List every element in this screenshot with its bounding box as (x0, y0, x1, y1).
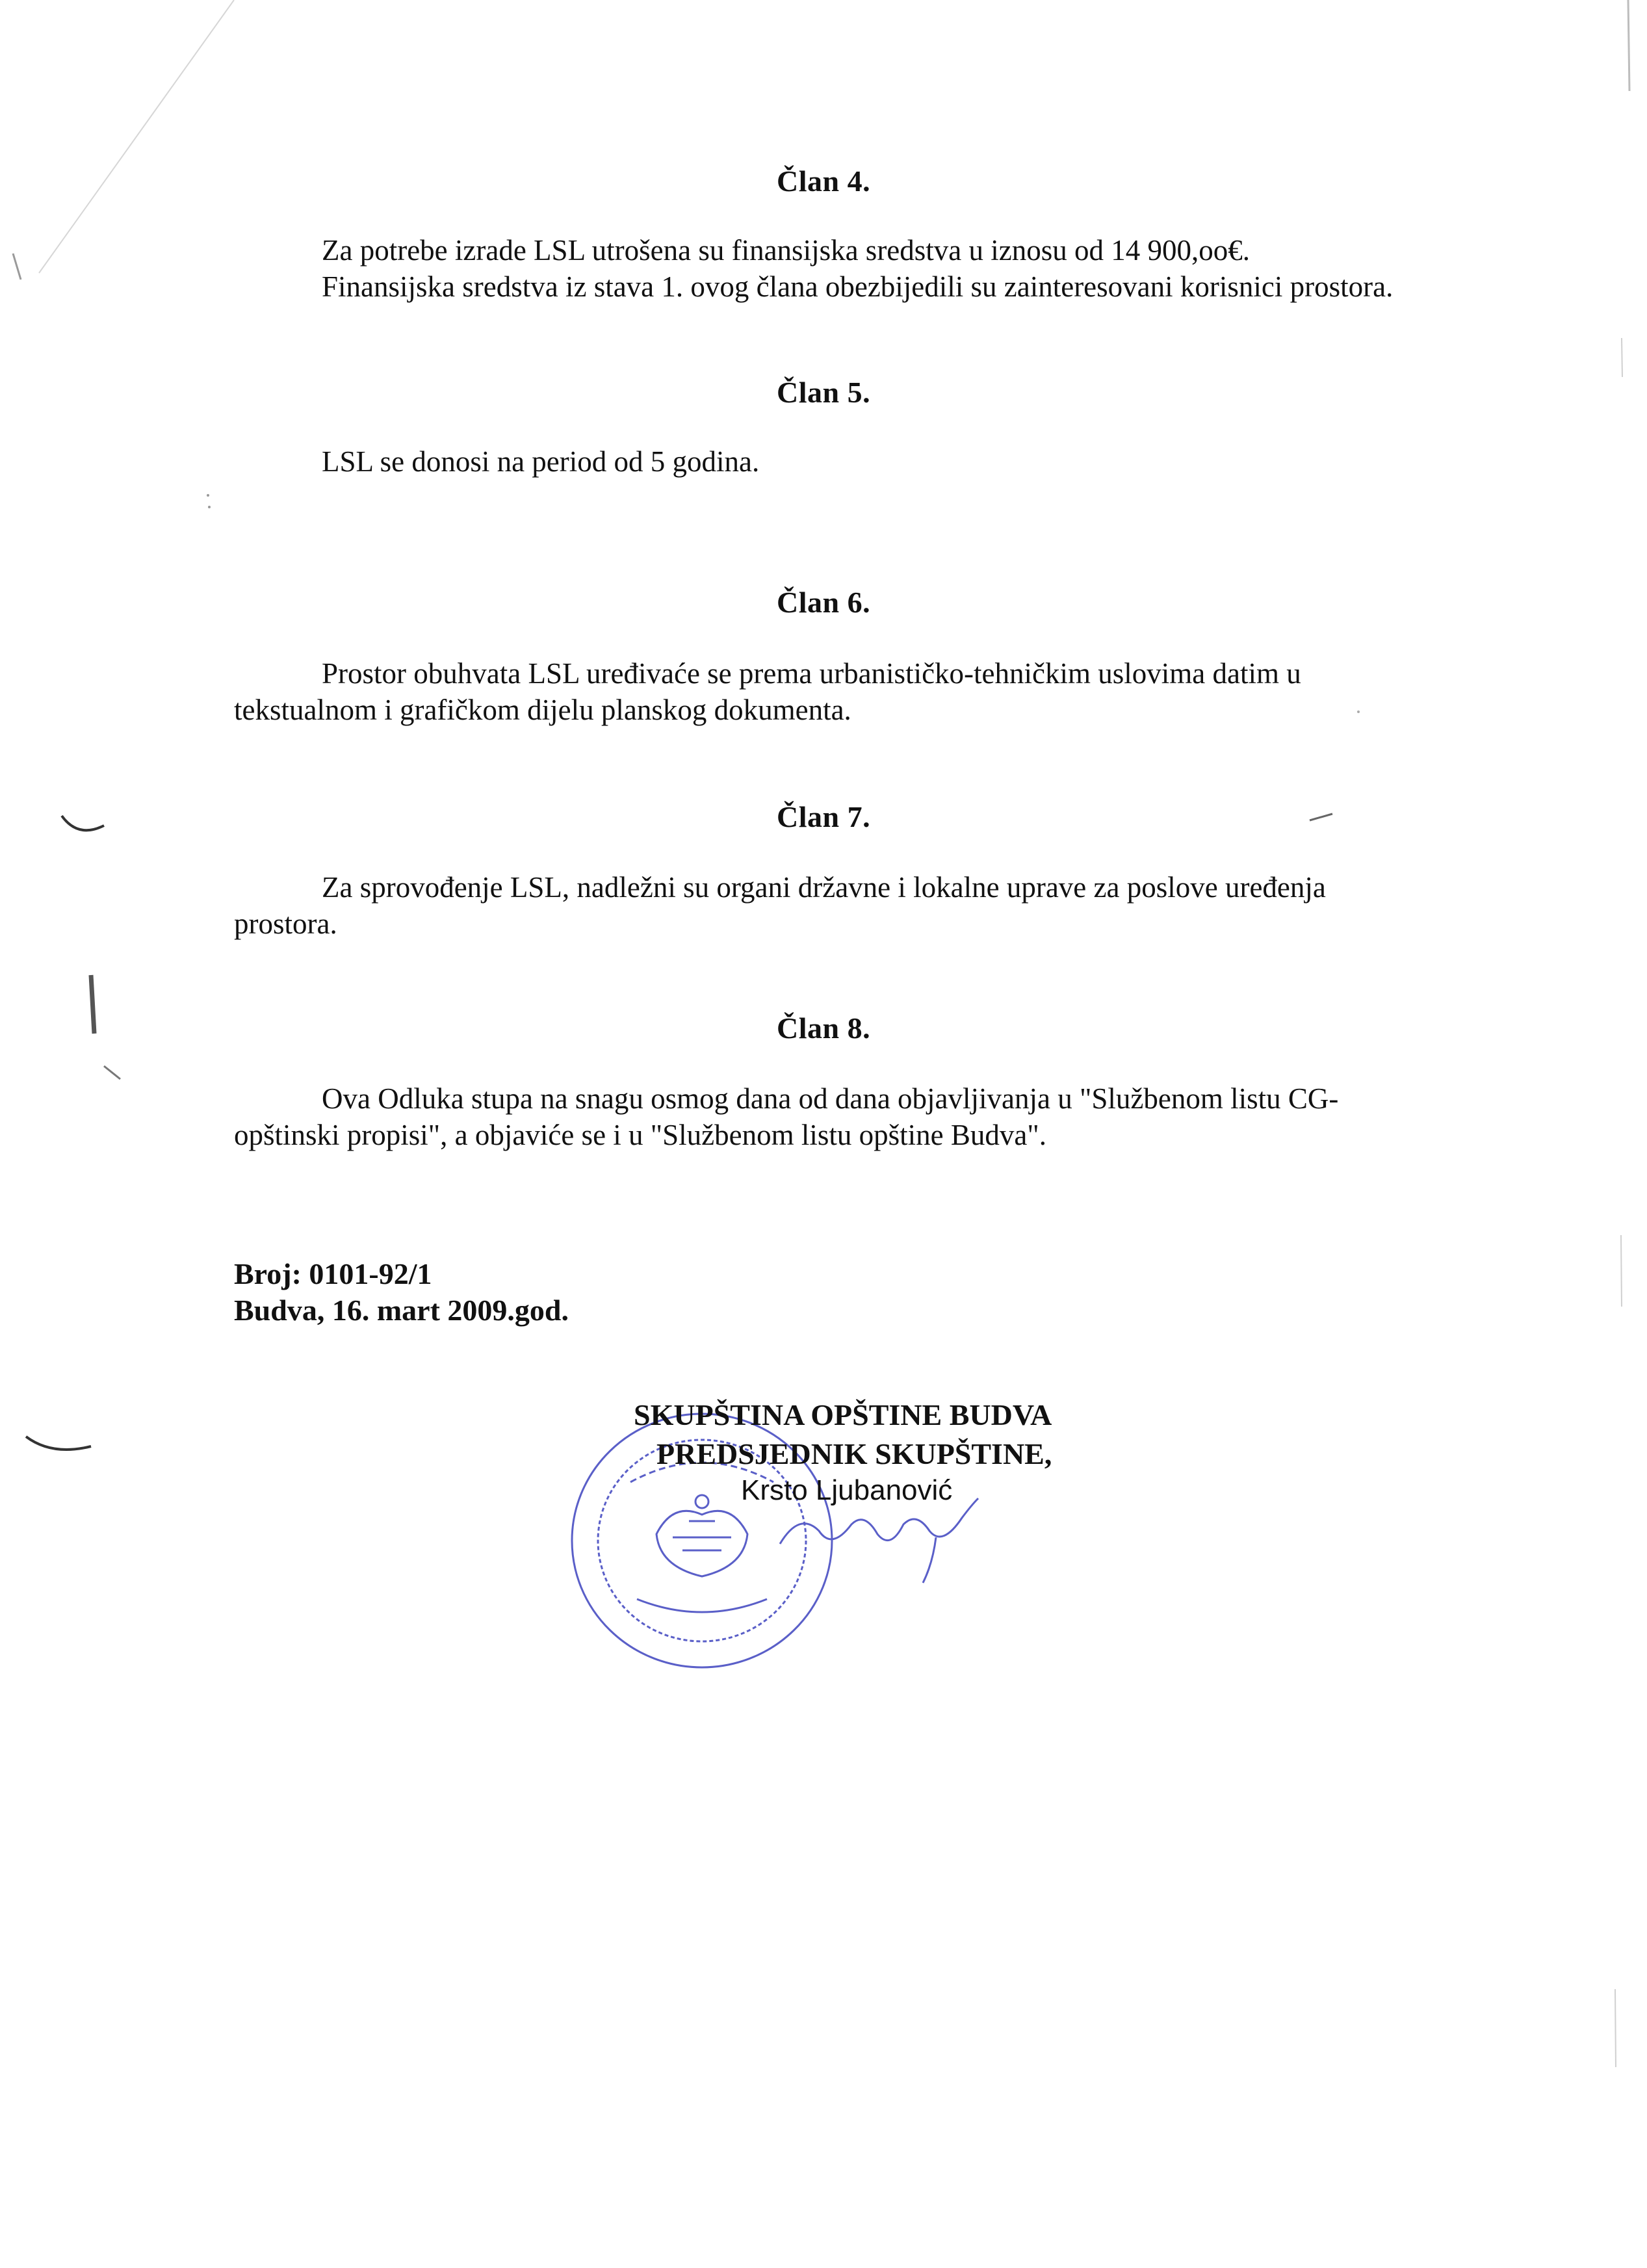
signature-title: PREDSJEDNIK SKUPŠTINE, (656, 1437, 1052, 1470)
text-line: LSL se donosi na period od 5 godina. (322, 445, 760, 478)
document-reference (234, 1256, 569, 1329)
reference-place-date: Budva, 16. mart 2009.god. (234, 1294, 569, 1327)
article-text (234, 655, 1301, 728)
article-heading: Član 7. (777, 800, 871, 833)
text-line: Ova Odluka stupa na snagu osmog dana od dana objavljivanja u "Službenom listu CG- (322, 1082, 1339, 1115)
reference-number: Broj: 0101-92/1 (234, 1257, 432, 1290)
article-heading: Član 6. (777, 586, 871, 619)
text-line: prostora. (234, 907, 337, 940)
article-text (234, 869, 1326, 942)
text-line: Za sprovođenje LSL, nadležni su organi državne i lokalne uprave za poslove uređenja (322, 871, 1326, 904)
article-text (322, 232, 1393, 305)
signatory-name: Krsto Ljubanović (741, 1474, 953, 1506)
text-line: Za potrebe izrade LSL utrošena su finansijska sredstva u iznosu od 14 900,oo€. (322, 234, 1251, 267)
text-line: opštinski propisi", a objaviće se i u "Službenom listu opštine Budva". (234, 1119, 1047, 1151)
text-line: Prostor obuhvata LSL uređivaće se prema urbanističko-tehničkim uslovima datim u (322, 657, 1301, 690)
text-line: tekstualnom i grafičkom dijelu planskog dokumenta. (234, 694, 851, 726)
signature-organization: SKUPŠTINA OPŠTINE BUDVA (634, 1398, 1052, 1431)
article-heading: Član 5. (777, 376, 871, 409)
text-line: Finansijska sredstva iz stava 1. ovog člana obezbijedili su zainteresovani korisnici prostora. (322, 270, 1394, 303)
article-heading: Član 4. (777, 164, 871, 198)
article-text (234, 1080, 1338, 1153)
article-text (322, 443, 759, 480)
article-heading: Član 8. (777, 1011, 871, 1045)
